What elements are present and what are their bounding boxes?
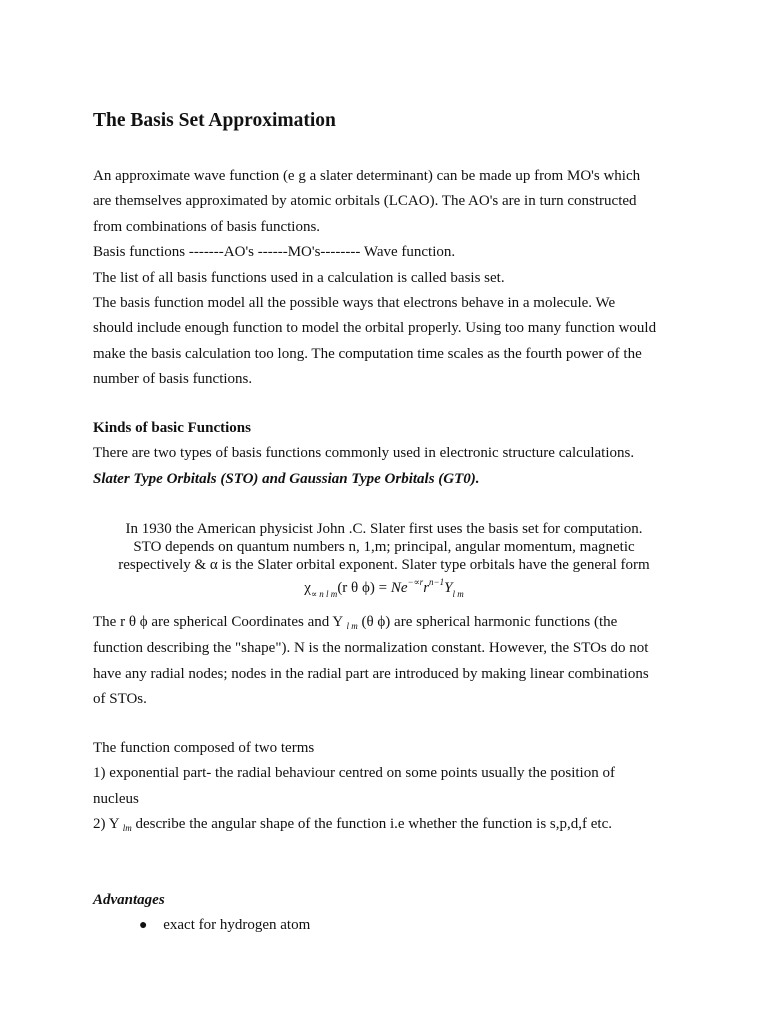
terms-paragraph [93,736,615,839]
subscript: l m [346,621,358,631]
formula-chi: χ [304,580,311,596]
formula-Y-subscript: l m [452,589,464,599]
formula-chi-subscript: ∝ n l m [310,589,338,599]
text-line: STO depends on quantum numbers n, 1,m; principal, angular momentum, magnetic [133,539,635,555]
text-line: The list of all basis functions used in a calculation is called basis set. [93,269,505,286]
formula-r-exponent: n−1 [429,577,445,587]
advantages-heading: Advantages [93,892,165,908]
text-line: The function composed of two terms [93,740,315,756]
text-line: are themselves approximated by atomic orbitals (LCAO). The AO's are in turn constructed [93,193,637,210]
text-line: number of basis functions. [93,371,253,388]
text-line: of STOs. [93,691,147,708]
kinds-section [93,416,634,492]
formula-Y: Y [444,580,453,596]
text-line: from combinations of basis functions. [93,218,321,235]
text-line: make the basis calculation too long. The computation time scales as the fourth power of the [93,345,642,362]
subscript: lm [122,823,132,834]
formula-normalization: Ne [390,580,408,596]
text-line: respectively & α is the Slater orbital exponent. Slater type orbitals have the general form [118,557,650,573]
spherical-paragraph [93,610,649,713]
text-line: The r θ ϕ are spherical Coordinates and Y $_{l m}$ (θ ϕ) are spherical harmonic functions (the [93,614,618,631]
section-heading: Kinds of basic Functions [93,420,251,436]
list-item [139,913,310,938]
text-line: In 1930 the American physicist John .C. Slater first uses the basis set for computation. [125,521,643,537]
text-line-emphasis: Slater Type Orbitals (STO) and Gaussian Type Orbitals (GT0). [93,470,480,487]
formula-exponent: −∝r [407,577,424,587]
text-line: 2) Y $_{lm}$ describe the angular shape of the function i.e whether the function is s,p,d,f etc. [93,816,612,834]
list-item-text: exact for hydrogen atom [163,917,311,933]
text-line: function describing the "shape"). N is the normalization constant. However, the STOs do not [93,640,649,657]
text-line: An approximate wave function (e g a slater determinant) can be made up from MO's which [93,168,641,184]
intro-paragraph [93,164,656,393]
formula-r: r [423,580,430,596]
page-title: The Basis Set Approximation [93,110,336,131]
formula-args: (r θ ϕ) = [337,580,388,596]
text-line: The basis function model all the possible ways that electrons behave in a molecule. We [93,295,616,312]
text-line: have any radial nodes; nodes in the radial part are introduced by making linear combinations [93,665,649,682]
text-line: nucleus [93,790,139,807]
bullet-icon: ● [139,918,148,933]
text-line: There are two types of basis functions commonly used in electronic structure calculations. [93,445,635,462]
sto-formula [0,577,768,599]
text-line: should include enough function to model the orbital properly. Using too many function would [93,320,657,337]
sto-paragraph [0,520,768,574]
text-line: 1) exponential part- the radial behaviour centred on some points usually the position of [93,765,615,782]
text-line: Basis functions -------AO's ------MO's-------- Wave function. [93,244,456,261]
